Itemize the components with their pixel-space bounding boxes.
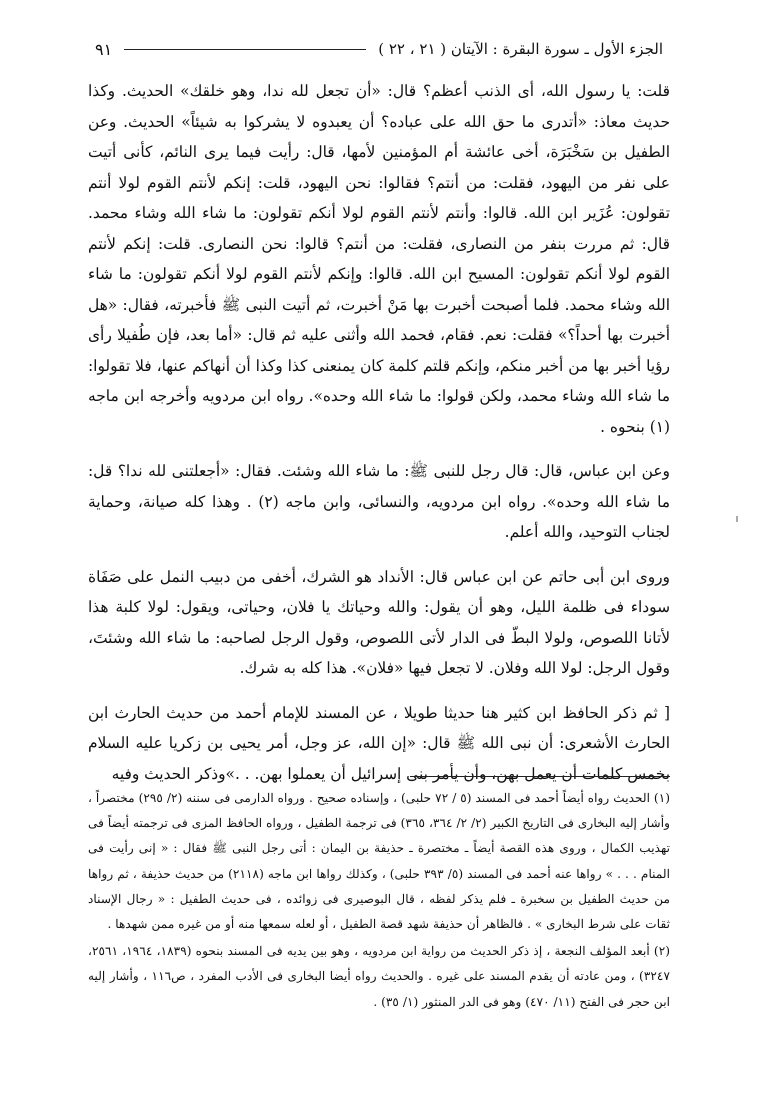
main-text (88, 76, 670, 789)
paragraph-2: وعن ابن عباس، قال: قال رجل للنبى ﷺ: ما شاء الله وشئت. فقال: «أجعلتنى لله ندا؟ قل: ما شاء الله وحده». رواه ابن مردويه، والنسائى، وابن ماجه (٢) . وهذا كله صيانة، وحماية لجناب التوحيد، والله أعلم. (88, 462, 670, 541)
header-rule (124, 49, 366, 50)
paragraph-3: وروى ابن أبى حاتم عن ابن عباس قال: الأنداد هو الشرك، أخفى من دبيب النمل على صَفَاة سوداء فى ظلمة الليل، وهو أن يقول: والله وحياتك يا فلان، وحياتى، ويقول: لولا كلبة هذا لأتانا اللصوص، ولولا البطّ فى الدار لأتى اللصوص، وقول الرجل لصاحبه: ما شاء الله وشئتَ، وقول الرجل: لولا الله وفلان. لا تجعل فيها «فلان». هذا كله به شرك. (88, 567, 670, 677)
running-title: الجزء الأول ـ سورة البقرة : الآيتان ( ٢١ ، ٢٢ ) (378, 40, 663, 58)
margin-mark (736, 516, 738, 522)
footnote-1: (١) الحديث رواه أيضاً أحمد فى المسند (٥ / ٧٢ حلبى) ، وإسناده صحيح . ورواه الدارمى فى سننه (٢/ ٢٩٥) مختصراً ، وأشار إليه البخارى فى التاريخ الكبير (٢/ ٢/ ٣٦٤، ٣٦٥) فى ترجمة الطفيل ، ورواه الحافظ المزى فى ترجمته أيضاً فى تهذيب الكمال ، وروى هذه القصة أيضاً ـ مختصرة ـ حذيفة بن اليمان : أتى رجل النبى ﷺ فقال : « إنى رأيت فى المنام . . . » رواها عنه أحمد فى المسند (٥/ ٣٩٣ حلبى) ، وكذلك رواها ابن ماجه (٢١١٨) من حديث حذيفة ، ثم رواها من حديث الطفيل بن سخبرة ـ فلم يذكر لفظه ، قال البوصيرى فى زوائده ، فى حديث الطفيل : « رجال الإسناد ثقات على شرط البخارى » . فالظاهر أن حذيفة شهد قصة الطفيل ، أو لعله سمعها منه أو من غيره ممن شهدها . (88, 791, 670, 932)
footnote-separator (410, 776, 670, 777)
page-number: ٩١ (95, 39, 113, 59)
paragraph-4: [ ثم ذكر الحافظ ابن كثير هنا حديثا طويلا ، عن المسند للإمام أحمد من حديث الحارث ابن الحارث الأشعرى: أن نبى الله ﷺ قال: «إن الله، عز وجل، أمر يحيى بن زكريا عليه السلام بخمس كلمات أن يعمل بهن، وأن يأمر بنى إسرائيل أن يعملوا بهن. . .»وذكر الحديث وفيه (88, 703, 670, 783)
page-header (95, 36, 663, 62)
paragraph-1: قلت: يا رسول الله، أى الذنب أعظم؟ قال: «أن تجعل لله ندا، وهو خلقك» الحديث. وكذا حديث معاذ: «أتدرى ما حق الله على عباده؟ أن يعبدوه لا يشركوا به شيئاً» الحديث. وعن الطفيل بن سَخْبَرَة، أخى عائشة أم المؤمنين لأمها، قال: رأيت فيما يرى النائم، كأنى أتيت على نفر من اليهود، فقلت: من أنتم؟ فقالوا: نحن اليهود، قلت: إنكم لأنتم القوم لولا أنتم تقولون: عُزَير ابن الله. قالوا: وأنتم لأنتم القوم لولا أنكم تقولون: ما شاء الله وشاء محمد. قال: ثم مررت بنفر من النصارى، فقلت: من أنتم؟ قالوا: نحن النصارى. قلت: إنكم لأنتم القوم لولا أنكم تقولون: المسيح ابن الله. قالوا: وإنكم لأنتم القوم لولا أنكم تقولون: ما شاء الله وشاء محمد. فلما أصبحت أخبرت بها مَنْ أخبرت، ثم أتيت النبى ﷺ فأخبرته، فقال: «هل أخبرت بها أحداً؟» فقلت: نعم. فقام، فحمد الله وأثنى عليه ثم قال: «أما بعد، فإن طُفيلا رأى رؤيا أخبر بها من أخبر منكم، وإنكم قلتم كلمة كان يمنعنى كذا وكذا أن أنهاكم عنها، فلا تقولوا: ما شاء الله وشاء محمد، ولكن قولوا: ما شاء الله وحده». رواه ابن مردويه وأخرجه ابن ماجه (١) بنحوه . (88, 82, 670, 436)
footnote-2: (٢) أبعد المؤلف النجعة ، إذ ذكر الحديث من رواية ابن مردويه ، وهو بين يديه فى المسند بنحوه (١٨٣٩، ١٩٦٤، ٢٥٦١، ٣٢٤٧) ، ومن عادته أن يقدم المسند على غيره . والحديث رواه أيضا البخارى فى الأدب المفرد ، ص١١٦ ، وأشار إليه ابن حجر فى الفتح (١١/ ٤٧٠) وهو فى الدر المنثور (١/ ٣٥) . (88, 944, 671, 1009)
footnotes (88, 786, 670, 1015)
